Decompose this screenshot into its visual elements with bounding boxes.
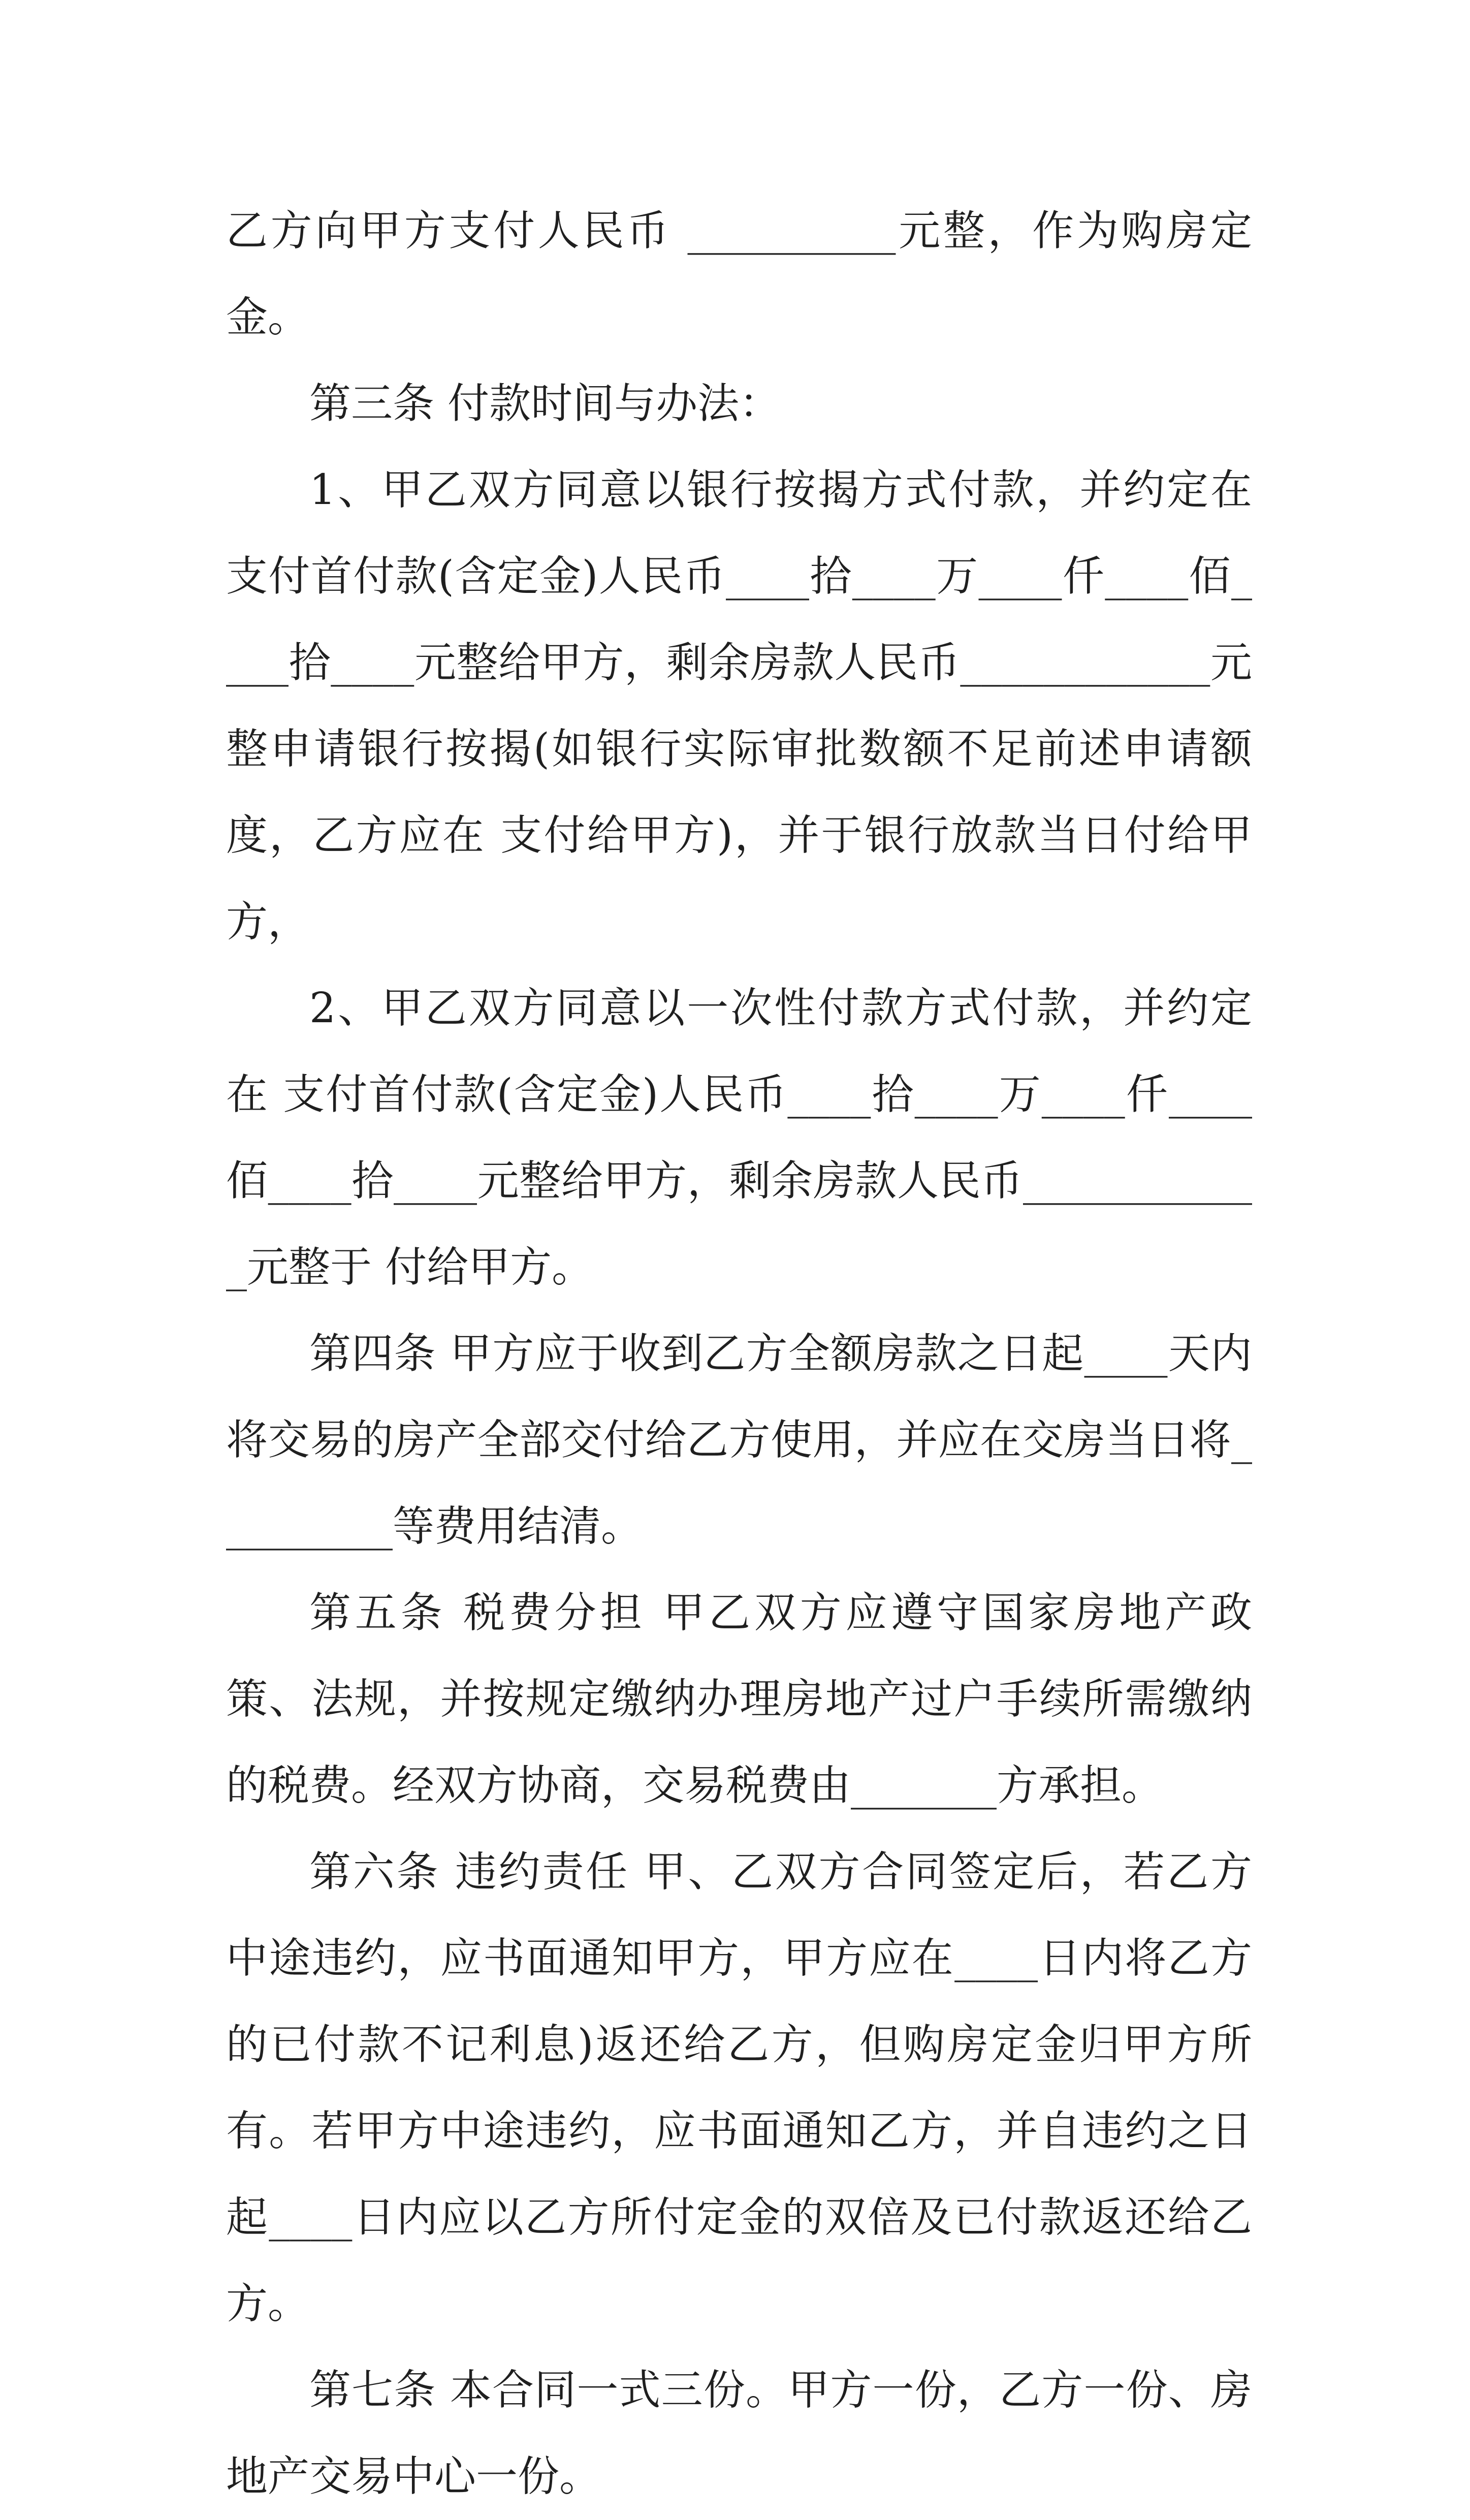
paragraph-lump-sum-payment: 2、甲乙双方同意以一次性付款方式付款，并约定在 支付首付款(含定金)人民币____拾____万____仟____佰____拾____元整给甲方，剩余房款人民币____________元整于 付给甲方。 [226, 984, 1252, 1292]
paragraph-deposit: 乙方向甲方支付人民币 __________元整，作为购房定金。 [226, 207, 1252, 341]
paragraph-article-7: 第七条 本合同一式三份。甲方一份，乙方一份、房地产交易中心一份。 [226, 2366, 1252, 2501]
paragraph-mortgage-payment: 1、甲乙双方同意以银行按揭方式付款，并约定在 支付首付款(含定金)人民币____拾____万____仟____佰____拾____元整给甲方，剩余房款人民币____________元整申请银行按揭(如银行实际审批数额不足前述申请额度，乙方应在 支付给甲方)，并于银行放款当日付给甲方， [226, 466, 1252, 946]
paragraph-article-5: 第五条 税费分担 甲乙双方应遵守国家房地产政策、法规，并按规定缴纳办理房地产过户手续所需缴纳的税费。经双方协商，交易税费由_______方承担。 [226, 1589, 1252, 1810]
contract-body [226, 188, 1252, 2520]
paragraph-article-3-heading: 第三条 付款时间与办法： [309, 380, 781, 428]
paragraph-article-4: 第四条 甲方应于收到乙方全额房款之日起____天内将交易的房产全部交付给乙方使用，并应在交房当日将_________等费用结清。 [226, 1330, 1252, 1551]
paragraph-article-6: 第六条 违约责任 甲、乙双方合同签定后，若乙方中途违约，应书面通知甲方，甲方应在____日内将乙方的已付款不记利息)返还给乙方，但购房定金归甲方所有。若甲方中途违约，应书面通知乙方，并自违约之日起____日内应以乙方所付定金的双倍及已付款返还给乙方。 [226, 1848, 1252, 2328]
